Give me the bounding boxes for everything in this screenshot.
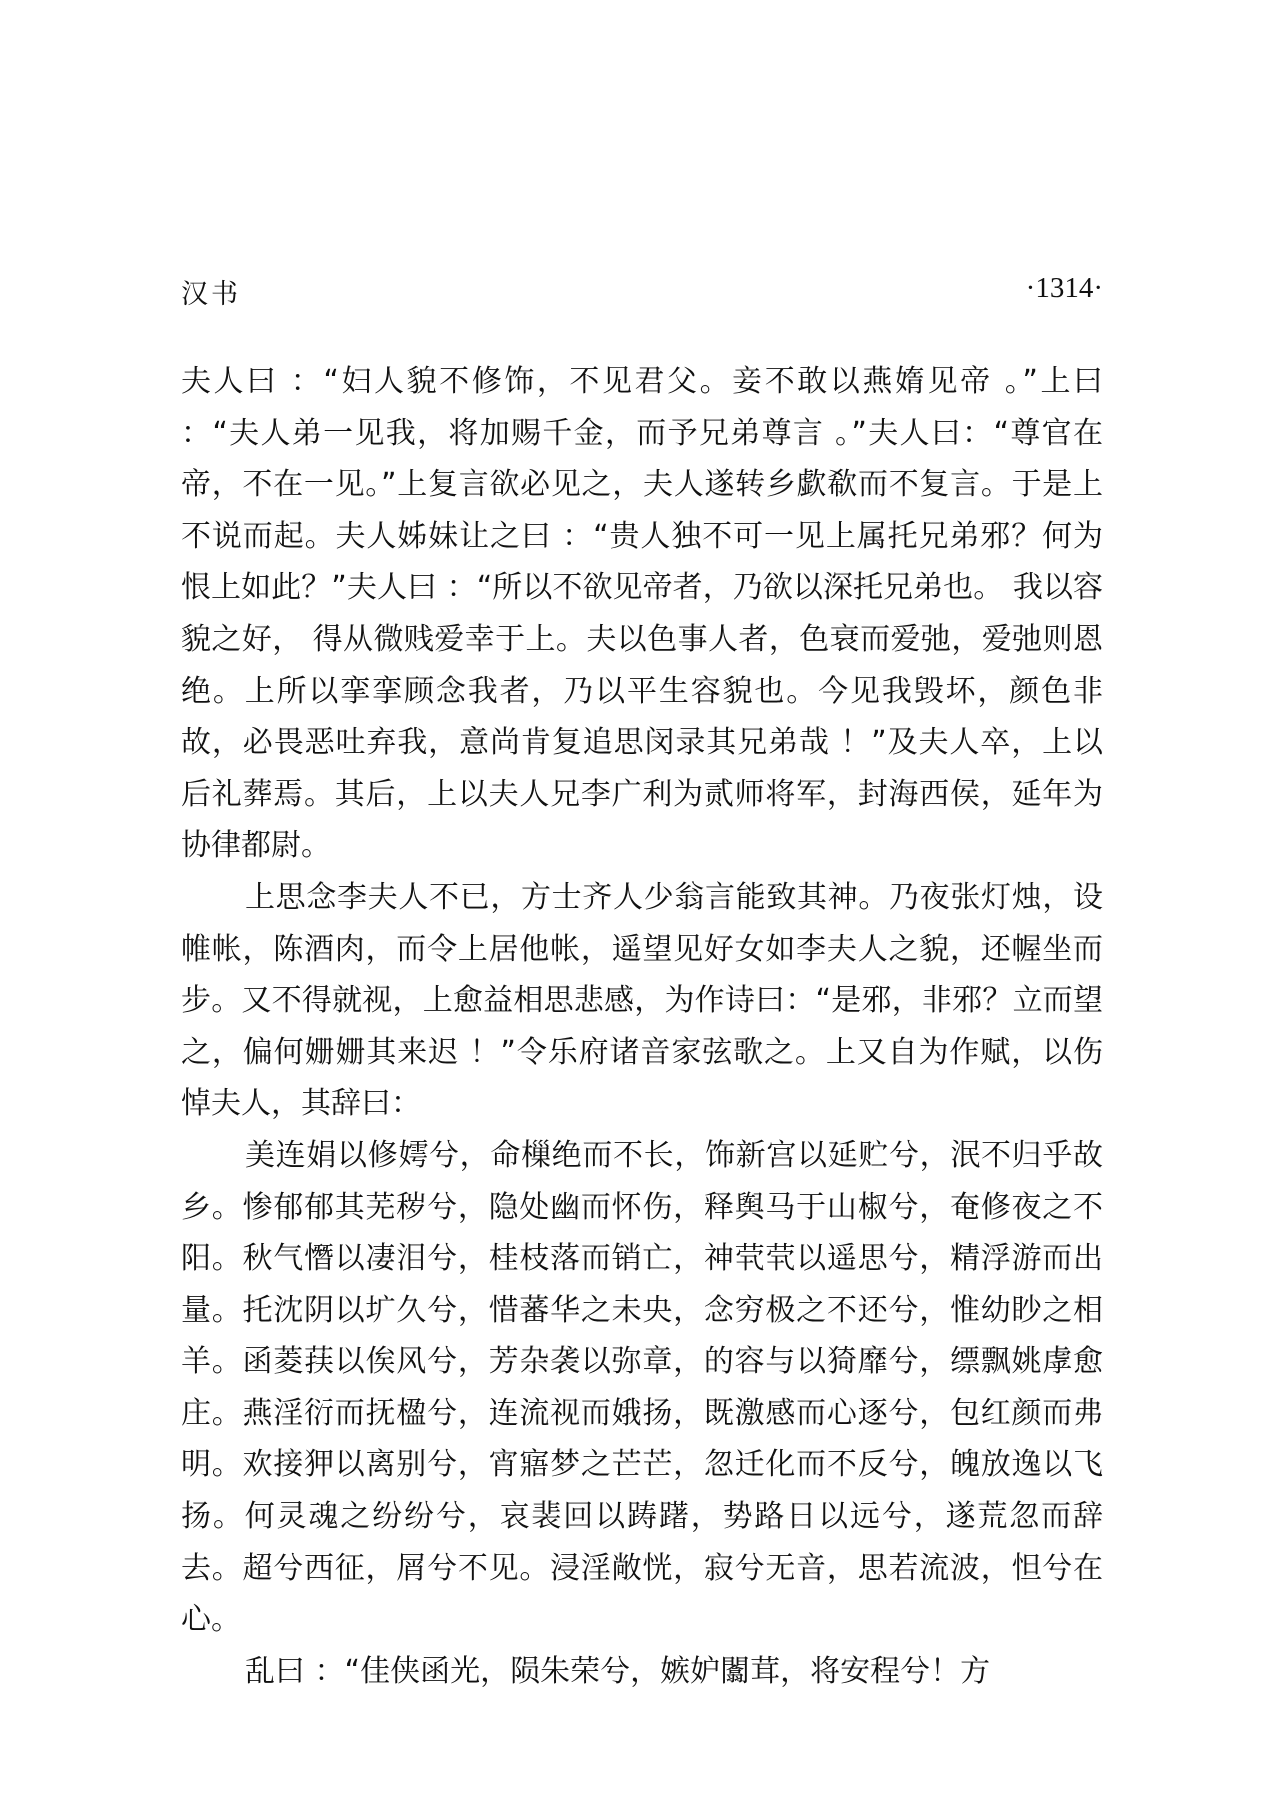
page-header: [181, 272, 1103, 316]
paragraph-4: 乱曰 ：“佳侠函光，陨朱荣兮，嫉妒闟茸，将安程兮！方: [245, 1653, 991, 1689]
body-text: [181, 356, 1103, 1697]
page-number: ·1314·: [1025, 272, 1103, 304]
paragraph-3: 美连娟以修嫮兮，命樔绝而不长，饰新宫以延贮兮，泯不归乎故乡。惨郁郁其芜秽兮，隐处幽而怀伤，释舆马于山椒兮，奄修夜之不阳。秋气憯以凄泪兮，桂枝落而销亡，神茕茕以遥思兮，精浮游而出量。托沈阴以圹久兮，惜蕃华之未央，念穷极之不还兮，惟幼眇之相羊。函菱荴以俟风兮，芳杂袭以弥章，的容与以猗靡兮，缥飘姚虖愈庄。燕淫衍而抚楹兮，连流视而娥扬，既激感而心逐兮，包红颜而弗明。欢接狎以离别兮，宵寤梦之芒芒，忽迁化而不反兮，魄放逸以飞扬。何灵魂之纷纷兮，哀裴回以踌躇，势路日以远兮，遂荒忽而辞去。超兮西征，屑兮不见。浸淫敞恍，寂兮无音，思若流波，怛兮在心。: [181, 1137, 1103, 1638]
paragraph-2: 上思念李夫人不已，方士齐人少翁言能致其神。乃夜张灯烛，设帷帐，陈酒肉，而令上居他帐，遥望见好女如李夫人之貌，还幄坐而步。又不得就视，上愈益相思悲感，为作诗曰：“是邪，非邪？立而望之，偏何姗姗其来迟 ！”令乐府诸音家弦歌之。上又自为作赋，以伤悼夫人，其辞曰：: [181, 879, 1103, 1122]
book-title: 汉书: [181, 279, 241, 310]
paragraph-1: 夫人曰 ：“妇人貌不修饰，不见君父。妾不敢以燕媠见帝 。”上曰 ：“夫人弟一见我，将加赐千金，而予兄弟尊言 。”夫人曰：“尊官在帝，不在一见。”上复言欲必见之，夫人遂转乡歔欷而不复言。于是上不说而起。夫人姊妹让之曰 ：“贵人独不可一见上属托兄弟邪？何为恨上如此？”夫人曰 ：“所以不欲见帝者，乃欲以深托兄弟也。 我以容貌之好， 得从微贱爱幸于上。夫以色事人者，色衰而爱弛，爱弛则恩绝。上所以挛挛顾念我者，乃以平生容貌也。今见我毁坏，颜色非故，必畏恶吐弃我，意尚肯复追思闵录其兄弟哉 ！”及夫人卒，上以后礼葬焉。其后，上以夫人兄李广利为贰师将军，封海西侯，延年为协律都尉。: [181, 364, 1103, 864]
